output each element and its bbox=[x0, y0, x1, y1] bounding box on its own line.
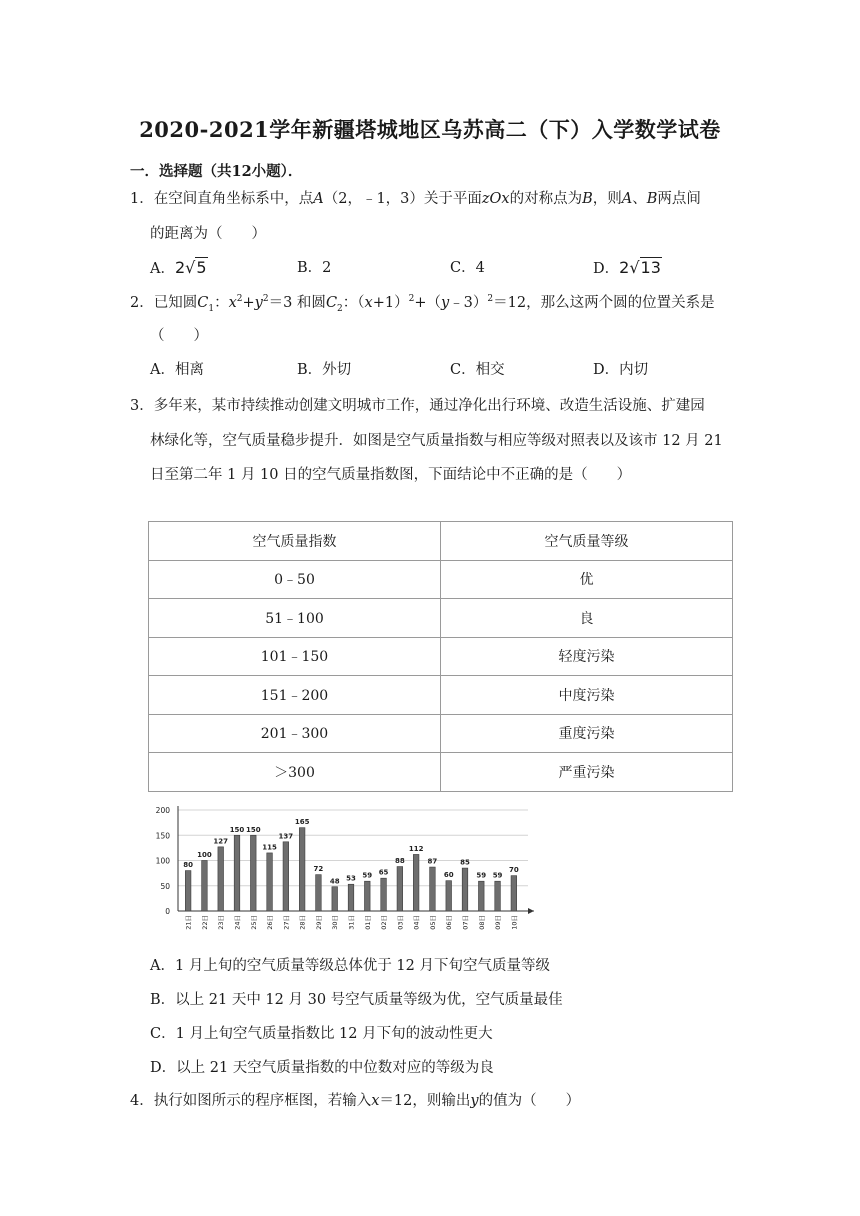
table-cell: 严重污染 bbox=[441, 753, 733, 792]
bar bbox=[397, 867, 403, 911]
question-2-line-2: （ ） bbox=[150, 328, 208, 344]
bar bbox=[446, 881, 452, 911]
x-tick-label: 25日 bbox=[249, 915, 258, 930]
x-tick-label: 30日 bbox=[331, 915, 340, 930]
table-row bbox=[149, 560, 733, 599]
table-cell: 51﹣100 bbox=[149, 599, 441, 638]
bar bbox=[202, 861, 208, 912]
table-cell: 0﹣50 bbox=[149, 560, 441, 599]
question-3-line-2: 林绿化等，空气质量稳步提升．如图是空气质量指数与相应等级对照表以及该市 12 月 21 bbox=[150, 433, 723, 449]
bar-value-label: 65 bbox=[378, 868, 389, 877]
bar-value-label: 137 bbox=[278, 832, 294, 841]
x-axis-arrow bbox=[528, 908, 534, 914]
x-tick-label: 22日 bbox=[200, 915, 209, 930]
x-tick-label: 09日 bbox=[494, 915, 503, 930]
x-tick-label: 02日 bbox=[380, 915, 389, 930]
bar bbox=[299, 828, 305, 911]
page-title: 2020-2021学年新疆塔城地区乌苏高二（下）入学数学试卷 bbox=[139, 117, 721, 142]
q3-option-d[interactable]: D．以上 21 天空气质量指数的中位数对应的等级为良 bbox=[150, 1060, 494, 1076]
bar-value-label: 88 bbox=[394, 857, 405, 866]
table-row bbox=[149, 753, 733, 792]
bar-value-label: 53 bbox=[346, 874, 356, 883]
bar bbox=[218, 847, 224, 911]
q2-option-d[interactable]: D．内切 bbox=[593, 362, 649, 378]
table-cell: 中度污染 bbox=[441, 676, 733, 715]
bar-value-label: 70 bbox=[508, 866, 519, 875]
table-row bbox=[149, 676, 733, 715]
bar-value-label: 80 bbox=[183, 861, 194, 870]
table-header-index: 空气质量指数 bbox=[149, 522, 441, 561]
bar bbox=[332, 887, 338, 911]
x-tick-label: 23日 bbox=[217, 915, 226, 930]
bar-value-label: 87 bbox=[427, 857, 438, 866]
bar-value-label: 100 bbox=[197, 851, 212, 859]
table-cell: 201﹣300 bbox=[149, 714, 441, 753]
table-row bbox=[149, 637, 733, 676]
bar bbox=[495, 881, 501, 911]
bar-value-label: 48 bbox=[329, 877, 340, 886]
air-quality-table bbox=[148, 521, 733, 792]
table-cell: ＞300 bbox=[149, 753, 441, 792]
x-tick-label: 28日 bbox=[298, 915, 307, 930]
x-tick-label: 21日 bbox=[184, 915, 193, 930]
bar-value-label: 150 bbox=[229, 825, 245, 834]
table-cell: 151﹣200 bbox=[149, 676, 441, 715]
bar bbox=[250, 835, 256, 911]
question-3-line-1: 3．多年来，某市持续推动创建文明城市工作，通过净化出行环境、改造生活设施、扩建园 bbox=[130, 398, 705, 414]
q1-option-a[interactable]: A．2√5 bbox=[150, 258, 207, 277]
bar-value-label: 59 bbox=[476, 871, 487, 880]
x-tick-label: 04日 bbox=[412, 915, 421, 930]
table-header-level: 空气质量等级 bbox=[441, 522, 733, 561]
q3-option-b[interactable]: B．以上 21 天中 12 月 30 号空气质量等级为优，空气质量最佳 bbox=[150, 992, 563, 1008]
table-cell: 轻度污染 bbox=[441, 637, 733, 676]
x-tick-label: 27日 bbox=[282, 915, 291, 930]
question-4-line-1: 4．执行如图所示的程序框图，若输入x＝12，则输出y的值为（ ） bbox=[130, 1093, 581, 1109]
bar-value-label: 115 bbox=[262, 843, 277, 852]
bar-value-label: 150 bbox=[245, 825, 261, 834]
bar bbox=[185, 871, 191, 911]
bar bbox=[364, 881, 370, 911]
bar bbox=[511, 876, 517, 911]
x-tick-label: 26日 bbox=[266, 915, 275, 930]
bar bbox=[234, 835, 240, 911]
x-tick-label: 31日 bbox=[347, 915, 356, 930]
table-row bbox=[149, 714, 733, 753]
y-tick-label: 150 bbox=[155, 831, 170, 841]
q1-option-c[interactable]: C．4 bbox=[450, 260, 485, 276]
bar-value-label: 59 bbox=[492, 871, 503, 880]
q3-option-a[interactable]: A．1 月上旬的空气质量等级总体优于 12 月下旬空气质量等级 bbox=[150, 958, 550, 974]
bar-value-label: 72 bbox=[313, 865, 324, 874]
question-1-line-2: 的距离为（ ） bbox=[150, 226, 266, 242]
section-heading: 一．选择题（共12小题）． bbox=[130, 163, 303, 180]
y-tick-label: 100 bbox=[155, 856, 170, 866]
q2-option-a[interactable]: A．相离 bbox=[150, 362, 204, 378]
x-tick-label: 06日 bbox=[445, 915, 454, 930]
y-tick-label: 50 bbox=[160, 881, 170, 891]
bar bbox=[381, 878, 387, 911]
x-tick-label: 29日 bbox=[314, 915, 323, 930]
q2-option-b[interactable]: B．外切 bbox=[297, 362, 352, 378]
table-cell: 101﹣150 bbox=[149, 637, 441, 676]
x-tick-label: 08日 bbox=[477, 915, 486, 930]
x-tick-label: 24日 bbox=[233, 915, 242, 930]
bar-value-label: 112 bbox=[408, 844, 424, 853]
bar-value-label: 59 bbox=[362, 871, 373, 880]
question-1-line-1: 1．在空间直角坐标系中，点A（2，﹣1，3）关于平面zOx的对称点为B，则A、B两点间 bbox=[130, 191, 701, 207]
q1-option-d[interactable]: D．2√13 bbox=[593, 258, 661, 277]
y-tick-label: 200 bbox=[155, 806, 170, 815]
bar-value-label: 85 bbox=[460, 858, 470, 867]
table-cell: 重度污染 bbox=[441, 714, 733, 753]
bar bbox=[478, 881, 484, 911]
q1-option-b[interactable]: B．2 bbox=[297, 260, 332, 276]
bar-value-label: 60 bbox=[443, 871, 454, 880]
bar bbox=[462, 868, 468, 911]
table-cell: 优 bbox=[441, 560, 733, 599]
bar bbox=[283, 842, 289, 911]
bar bbox=[413, 854, 419, 911]
bar bbox=[316, 875, 322, 911]
question-3-line-3: 日至第二年 1 月 10 日的空气质量指数图，下面结论中不正确的是（ ） bbox=[150, 467, 632, 483]
bar-value-label: 127 bbox=[213, 837, 229, 846]
bar bbox=[430, 867, 436, 911]
x-tick-label: 10日 bbox=[510, 915, 519, 930]
x-tick-label: 01日 bbox=[363, 915, 372, 930]
y-tick-label: 0 bbox=[165, 907, 170, 916]
table-row bbox=[149, 599, 733, 638]
table-header-row bbox=[149, 522, 733, 561]
q2-option-c[interactable]: C．相交 bbox=[450, 362, 505, 378]
x-tick-label: 07日 bbox=[461, 915, 470, 930]
bar bbox=[267, 853, 273, 911]
bar-value-label: 165 bbox=[294, 818, 310, 827]
table-cell: 良 bbox=[441, 599, 733, 638]
question-2-line-1: 2．已知圆$C_1$：$x^2+y^2=3$ 和圆$C_2$：$(x+1)^2+(y﹣3)^2=12$，那么这两个圆的位置关系是 bbox=[130, 294, 715, 314]
bar bbox=[348, 884, 354, 911]
x-tick-label: 05日 bbox=[428, 915, 437, 930]
x-tick-label: 03日 bbox=[396, 915, 405, 930]
q3-option-c[interactable]: C．1 月上旬空气质量指数比 12 月下旬的波动性更大 bbox=[150, 1026, 493, 1042]
aqi-bar-chart bbox=[146, 800, 538, 940]
